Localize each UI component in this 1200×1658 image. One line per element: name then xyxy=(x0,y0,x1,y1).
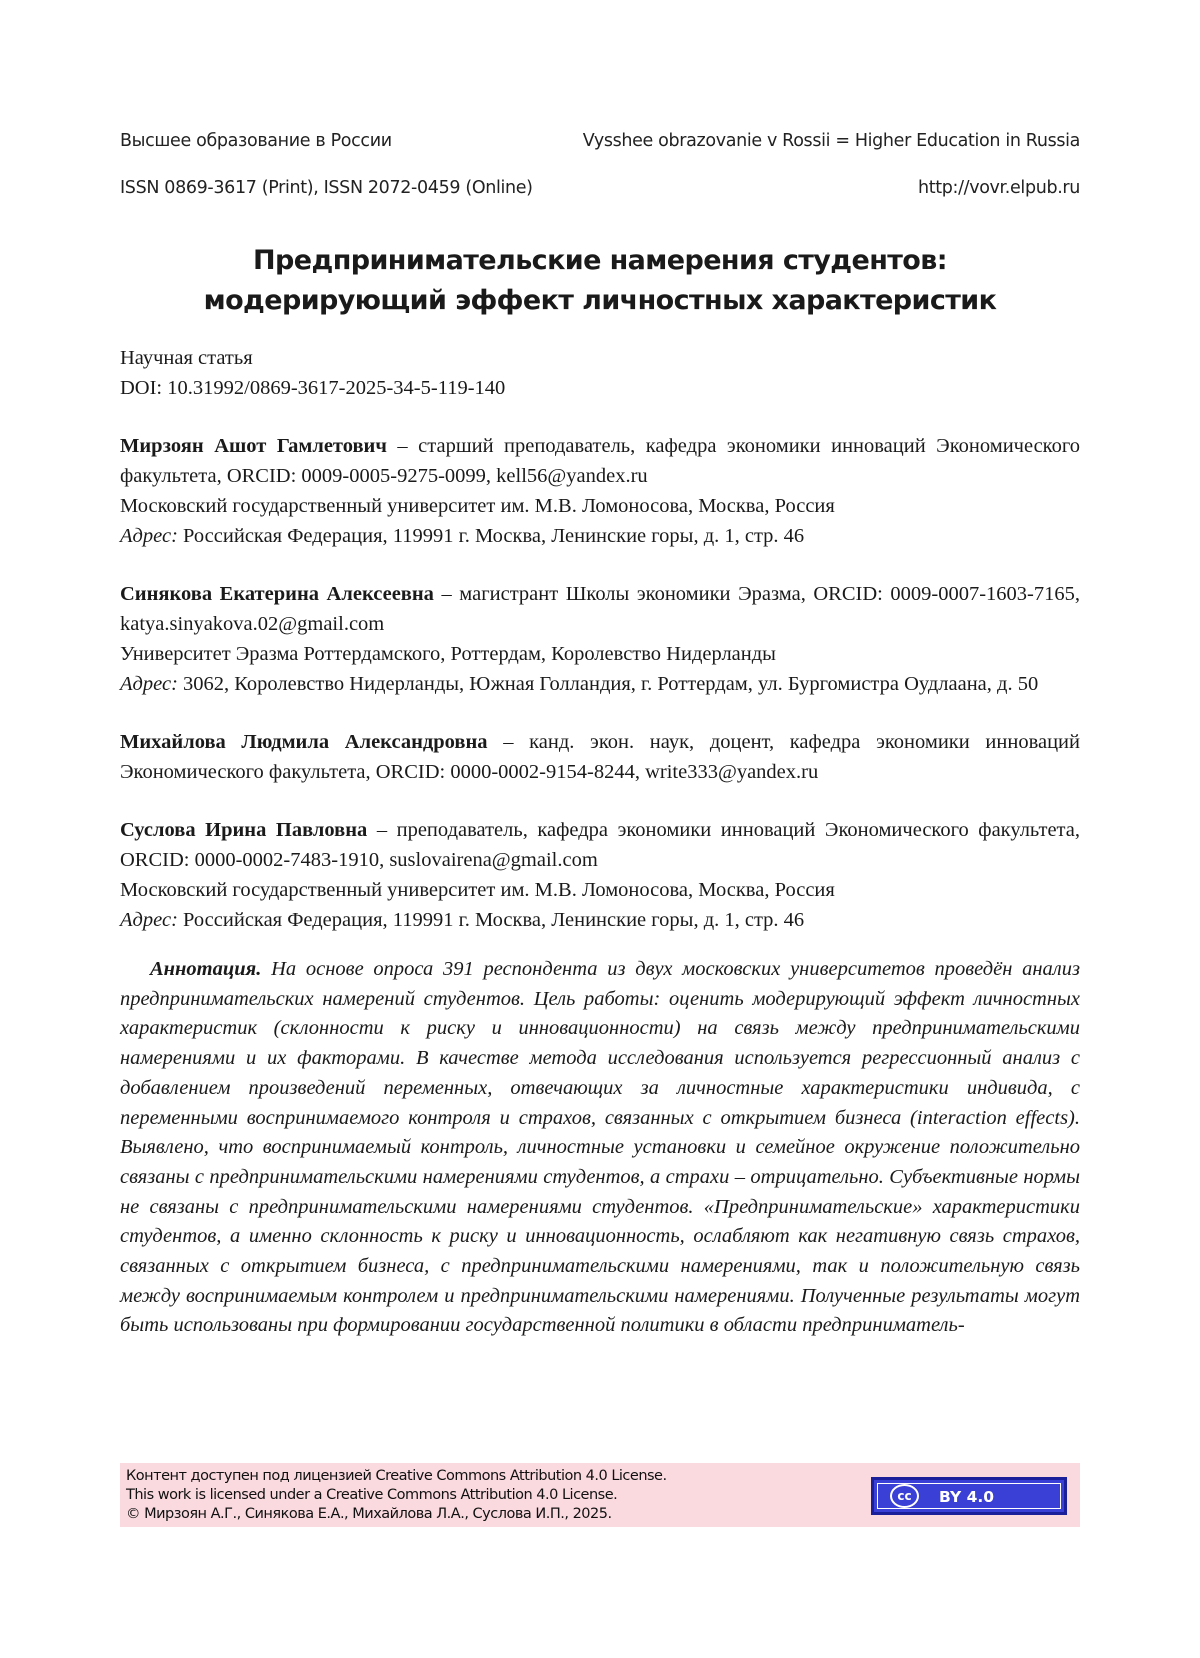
author-4-name: Суслова Ирина Павловна xyxy=(120,819,368,841)
license-line-en: This work is licensed under a Creative Commons Attribution 4.0 License. xyxy=(126,1487,618,1503)
author-4-address-text: Российская Федерация, 119991 г. Москва, Ленинские горы, д. 1, стр. 46 xyxy=(177,909,805,931)
author-2 xyxy=(120,579,1080,639)
article-title-line-2: модерирующий эффект личностных характеристик xyxy=(203,285,997,316)
journal-title-en: Vysshee obrazovanie v Rossii = Higher Education in Russia xyxy=(582,131,1080,151)
cc-icon: cc xyxy=(890,1484,919,1508)
author-1-desc: – старший преподаватель, кафедра экономики инноваций Экономического факультета, ORCID: 0009-0005-9275-0099, kell56@yandex.ru xyxy=(120,435,1080,487)
author-4-affiliation: Московский государственный университет им. М.В. Ломоносова, Москва, Россия xyxy=(120,879,835,901)
license-footer xyxy=(120,1463,1080,1527)
author-4-address xyxy=(120,905,1080,935)
author-1-address-label: Адрес: xyxy=(120,525,178,547)
author-1-affiliation: Московский государственный университет им. М.В. Ломоносова, Москва, Россия xyxy=(120,495,835,517)
author-1 xyxy=(120,431,1080,491)
author-1-address xyxy=(120,521,1080,551)
author-2-address xyxy=(120,669,1080,699)
issn: ISSN 0869-3617 (Print), ISSN 2072-0459 (Online) xyxy=(120,178,533,198)
author-3-desc: – канд. экон. наук, доцент, кафедра экономики инноваций Экономического факультета, ORCID: 0000-0002-9154-8244, write333@yandex.ru xyxy=(120,731,1080,783)
author-2-address-label: Адрес: xyxy=(120,673,178,695)
author-1-address-text: Российская Федерация, 119991 г. Москва, Ленинские горы, д. 1, стр. 46 xyxy=(177,525,805,547)
abstract-text: На основе опроса 391 респондента из двух московских университетов проведён анализ предпринимательских намерений студентов. Цель работы: оценить модерирующий эффект личностных характеристик (склонности к риску и инновационности) на связь между предпринимательскими намерениями и их факторами. В качестве метода исследования используется регрессионный анализ с добавлением произведений переменных, отвечающих за личностные характеристики индивида, с переменными воспринимаемого контроля и страхов, связанных с открытием бизнеса (interaction effects). Выявлено, что воспринимаемый контроль, личностные установки и семейное окружение положительно связаны с предпринимательскими намерениями студентов, а страхи – отрицательно. Субъективные нормы не связаны с предпринимательскими намерениями студентов. «Предпринимательские» характеристики студентов, а именно склонность к риску и инновационность, ослабляют как негативную связь страхов, связанных с открытием бизнеса, с предпринимательскими намерениями, так и положительную связь между воспринимаемым контролем и предпринимательскими намерениями. Полученные результаты могут быть использованы при формировании государственной политики в области предприниматель- xyxy=(120,958,1080,1337)
author-4-desc: – преподаватель, кафедра экономики инноваций Экономического факультета, ORCID: 0000-0002-7483-1910, suslovairena@gmail.com xyxy=(120,819,1080,871)
cc-by-badge[interactable] xyxy=(871,1477,1067,1515)
article-title xyxy=(120,241,1080,321)
author-2-affiliation: Университет Эразма Роттердамского, Роттердам, Королевство Нидерланды xyxy=(120,643,776,665)
author-1-name: Мирзоян Ашот Гамлетович xyxy=(120,435,387,457)
author-2-desc: – магистрант Школы экономики Эразма, ORCID: 0009-0007-1603-7165, katya.sinyakova.02@gmail.com xyxy=(120,583,1080,635)
doi[interactable]: DOI: 10.31992/0869-3617-2025-34-5-119-140 xyxy=(120,377,506,399)
cc-by-label: BY 4.0 xyxy=(939,1488,995,1506)
copyright-line: © Мирзоян А.Г., Синякова Е.А., Михайлова Л.А., Суслова И.П., 2025. xyxy=(126,1506,612,1522)
journal-url[interactable]: http://vovr.elpub.ru xyxy=(918,178,1080,198)
article-title-line-1: Предпринимательские намерения студентов: xyxy=(253,245,947,276)
author-3 xyxy=(120,727,1080,787)
abstract xyxy=(120,955,1080,1341)
article-body xyxy=(120,343,1080,1341)
author-2-name: Синякова Екатерина Алексеевна xyxy=(120,583,434,605)
license-line-ru: Контент доступен под лицензией Creative Commons Attribution 4.0 License. xyxy=(126,1468,667,1484)
license-text xyxy=(126,1467,667,1524)
author-3-name: Михайлова Людмила Александровна xyxy=(120,731,488,753)
journal-title-ru: Высшее образование в России xyxy=(120,131,392,151)
author-4 xyxy=(120,815,1080,875)
article-type: Научная статья xyxy=(120,347,253,369)
author-2-address-text: 3062, Королевство Нидерланды, Южная Голландия, г. Роттердам, ул. Бургомистра Оудлаана, д. 50 xyxy=(177,673,1039,695)
abstract-label: Аннотация. xyxy=(150,958,262,980)
author-4-address-label: Адрес: xyxy=(120,909,178,931)
